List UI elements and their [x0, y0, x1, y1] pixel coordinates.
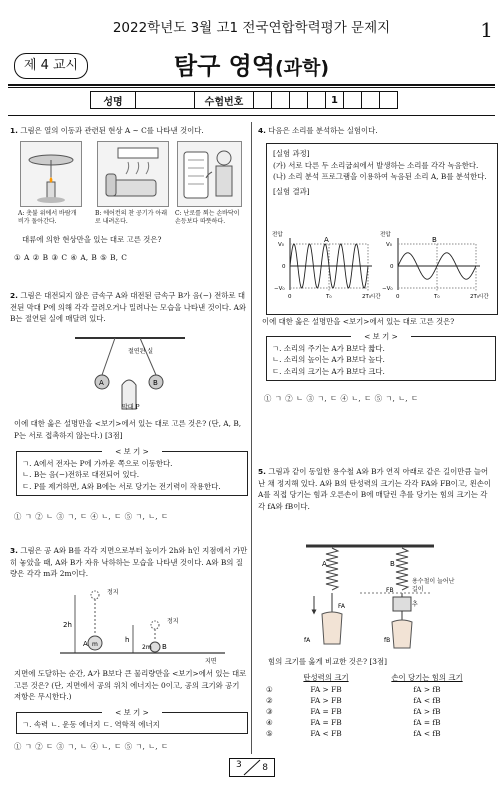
q2-bogi-item: ㄷ. P를 제거하면, A와 B에는 서로 당기는 전기력이 작용한다.: [22, 481, 221, 491]
q5-answer-table: [262, 671, 486, 739]
tick-label: 0: [390, 264, 394, 270]
q4-bogi-item: ㄱ. 소리의 주기는 A가 B보다 짧다.: [272, 343, 385, 353]
q3-label-h: h: [125, 636, 130, 644]
tick-label: −V₀: [274, 286, 285, 292]
footer-total: 8: [262, 763, 268, 773]
tick-label: T₀: [326, 294, 332, 300]
q2-stem: [10, 290, 248, 325]
q5-label-b: B: [390, 560, 395, 568]
q5-text: 그림과 같이 동일한 용수철 A와 B가 연직 아래로 같은 길이만큼 늘어난 채 정지해 있다. A와 B의 탄성력의 크기는 각각 FA와 FB이고, 왼손이 A를 직접 당기는 힘과 오른손이 B에 매달린 추를 당기는 힘의 크기는 각각 fA와 fB이다.: [258, 467, 492, 511]
q3-figure: [55, 587, 230, 667]
exam-no-cell[interactable]: [344, 92, 362, 109]
tick-label: T₀: [434, 294, 440, 300]
q5-label-fb-small: fB: [384, 637, 391, 644]
q2-number: 2.: [10, 291, 18, 300]
q5-label-stretch: 용수철이 늘어난 길이: [412, 578, 455, 593]
q5-label-fa-small: fA: [304, 637, 311, 644]
q1-figure-a: [20, 141, 82, 207]
area-sub: (과학): [275, 57, 330, 79]
q5-figure: [300, 542, 440, 654]
q5-answer-row[interactable]: ② FA > FB fA < fB: [266, 696, 441, 705]
pinwheel-candle-icon: [21, 142, 81, 206]
q2-question: 이에 대한 옳은 설명만을 <보기>에서 있는 대로 고른 것은? (단, A, B, P는 서로 접촉하지 않는다.) [3점]: [14, 419, 242, 440]
exam-no-cell[interactable]: [308, 92, 326, 109]
q1-stem: [10, 125, 246, 137]
q3-stem: [10, 545, 248, 580]
tick-label: −V₀: [382, 286, 393, 292]
page-number: 1: [480, 18, 493, 42]
q3-label-m: m: [92, 641, 98, 648]
q3-label-ground: 지면: [205, 658, 217, 665]
q4-choices[interactable]: ① ㄱ ② ㄴ ③ ㄱ, ㄷ ④ ㄴ, ㄷ ⑤ ㄱ, ㄴ, ㄷ: [264, 394, 419, 403]
q2-label-a: A: [99, 379, 104, 387]
q3-bogi-caption: < 보 기 >: [102, 707, 162, 719]
axis-label-y: 전압: [272, 232, 283, 238]
q4-bogi-caption: < 보 기 >: [351, 331, 411, 343]
q3-number: 3.: [10, 546, 18, 555]
q5-label-a: A: [322, 560, 327, 568]
q3-question: 지면에 도달하는 순간, A가 B보다 큰 물리량만을 <보기>에서 있는 대로 고른 것은? (단, 지면에서 공의 위치 에너지는 0이고, 공의 크기와 공기 저항은 무시한다.): [14, 669, 247, 702]
q3-label-stop1: 정지: [107, 589, 119, 596]
q3-label-2m: 2m: [142, 644, 152, 651]
q1-question: 대류에 의한 현상만을 있는 대로 고른 것은?: [22, 235, 162, 244]
q5-answer-row[interactable]: ① FA > FB fA > fB: [266, 685, 441, 694]
name-label: 성명: [91, 92, 136, 109]
axis-label-x: 시간: [370, 294, 381, 300]
q2-bogi-item: ㄱ. A에서 전자는 P에 가까운 쪽으로 이동한다.: [22, 458, 173, 468]
q2-label-thread: 절연된 실: [128, 348, 154, 355]
exam-no-cell[interactable]: [362, 92, 380, 109]
exam-no-cell[interactable]: [380, 92, 398, 109]
q5-answer-row[interactable]: ③ FA = FB fA > fB: [266, 707, 441, 716]
q4-res-title: [실험 결과]: [273, 186, 310, 196]
right-hand-icon: [392, 620, 412, 648]
q2-label-b: B: [153, 379, 158, 387]
q1-figure-b: [97, 141, 169, 207]
q4-text: 다음은 소리를 분석하는 실험이다.: [268, 126, 378, 135]
q2-choices[interactable]: ① ㄱ ② ㄴ ③ ㄱ, ㄷ ④ ㄴ, ㄷ ⑤ ㄱ, ㄴ, ㄷ: [14, 512, 169, 521]
q1-caption-b: B: 에어컨의 찬 공기가 아래로 내려온다.: [95, 210, 168, 225]
q3-label-stop2: 정지: [167, 618, 179, 625]
subject-area: [0, 46, 503, 81]
q4-bogi-item: ㄴ. 소리의 높이는 A가 B보다 높다.: [272, 355, 385, 365]
exam-no-cell[interactable]: [272, 92, 290, 109]
q1-caption-c: C: 난로를 쬐는 손바닥이 손등보다 따뜻하다.: [175, 210, 240, 225]
q5-question: 힘의 크기를 옳게 비교한 것은? [3점]: [268, 657, 387, 666]
axis-label-x: 시간: [478, 294, 489, 300]
tick-label: V₀: [386, 242, 392, 248]
q3-bogi-box: [16, 708, 248, 734]
q5-stem: [258, 466, 494, 512]
q3-text: 그림은 공 A와 B를 각각 지면으로부터 높이가 2h와 h인 지점에서 가만히 놓았을 때, A와 B가 자유 낙하하는 모습을 나타낸 것이다. A와 B의 질량은 각각 m과 2m이다.: [10, 546, 248, 579]
q4-bogi-box: [266, 332, 496, 381]
q4-number: 4.: [258, 126, 266, 135]
footer-current: 3: [236, 760, 242, 770]
q5-col-header: 탄성력의 크기: [303, 673, 349, 682]
tick-label: 0: [282, 264, 286, 270]
left-hand-icon: [322, 612, 342, 644]
exam-no-cell[interactable]: [290, 92, 308, 109]
q1-figure-c: [177, 141, 242, 207]
q5-label-fa: FA: [338, 603, 346, 610]
q1-caption-a: A: 촛불 위에서 바람개비가 돌아간다.: [18, 210, 77, 225]
q1-number: 1.: [10, 126, 18, 135]
q4-bogi-item: ㄷ. 소리의 크기는 A가 B보다 크다.: [272, 366, 385, 376]
q5-number: 5.: [258, 467, 266, 476]
q3-label-2h: 2h: [63, 621, 72, 629]
q2-bogi-box: [16, 447, 248, 496]
q2-bogi-caption: < 보 기 >: [102, 446, 162, 458]
page-footer: [229, 758, 275, 777]
exam-title: 2022학년도 3월 고1 전국연합학력평가 문제지: [112, 20, 391, 36]
q3-choices[interactable]: ① ㄱ ② ㄷ ③ ㄱ, ㄴ ④ ㄴ, ㄷ ⑤ ㄱ, ㄴ, ㄷ: [14, 742, 169, 751]
id-rule: [8, 115, 495, 116]
header-rule-thin: [8, 87, 495, 88]
tick-label: 0: [288, 294, 292, 300]
id-box: [90, 91, 398, 109]
tick-label: V₀: [278, 242, 284, 248]
q4-stem: [258, 125, 494, 137]
area-main: 탐구 영역: [173, 52, 275, 80]
q1-text: 그림은 열의 이동과 관련된 현상 A ~ C를 나타낸 것이다.: [20, 126, 204, 135]
q4-proc-title: [실험 과정]: [273, 149, 310, 158]
column-divider: [251, 122, 252, 754]
q5-answer-row[interactable]: ⑤ FA < FB fA < fB: [266, 729, 441, 738]
heater-hand-icon: [178, 142, 241, 206]
tick-label: 2T₀: [362, 294, 372, 300]
q2-text: 그림은 대전되지 않은 금속구 A와 대전된 금속구 B가 음(−) 전하로 대전된 막대 P에 의해 각각 끌려오거나 밀려나는 모습을 나타낸 것이다. A와 B는 절연된 실에 매달려 있다.: [10, 291, 247, 324]
waveform-title: A: [324, 236, 329, 244]
q5-label-fb: FB: [386, 587, 394, 594]
header-rule: [8, 84, 495, 86]
axis-label-y: 전압: [380, 232, 391, 238]
weight-block: [393, 597, 411, 611]
spring-a: [326, 548, 338, 590]
name-field[interactable]: [136, 92, 195, 109]
q5-col-header: 손이 당기는 힘의 크기: [391, 673, 463, 682]
q2-label-rod: 막대 P: [122, 404, 140, 411]
q3-label-b: B: [162, 643, 167, 651]
q5-label-weight: 추: [412, 601, 418, 608]
q4-proc-item: (가) 서로 다른 두 소리굽쇠에서 발생하는 소리를 각각 녹음한다.: [273, 160, 479, 170]
q4-question: 이에 대한 옳은 설명만을 <보기>에서 있는 대로 고른 것은?: [262, 317, 455, 326]
spring-b: [396, 548, 408, 590]
q2-bogi-item: ㄴ. B는 음(−)전하로 대전되어 있다.: [22, 470, 140, 480]
q5-answer-row[interactable]: ④ FA = FB fA = fB: [266, 718, 441, 727]
exam-no-label: 수험번호: [195, 92, 254, 109]
waveform-title: B: [432, 236, 437, 244]
exam-no-cell[interactable]: [254, 92, 272, 109]
q1-choices[interactable]: ① A ② B ③ C ④ A, B ⑤ B, C: [14, 253, 127, 262]
tick-label: 0: [396, 294, 400, 300]
q3-bogi-item: ㄱ. 속력 ㄴ. 운동 에너지 ㄷ. 역학적 에너지: [22, 719, 160, 729]
exam-no-dash: 1: [326, 92, 344, 109]
session-badge: 제 4 교시: [14, 53, 88, 79]
tick-label: 2T₀: [470, 294, 480, 300]
q3-label-a: A: [83, 640, 88, 648]
air-conditioner-icon: [98, 142, 168, 206]
q4-graphs: [268, 232, 489, 302]
q4-proc-item: (나) 소리 분석 프로그램을 이용하여 녹음된 소리 A, B를 분석한다.: [273, 172, 487, 182]
